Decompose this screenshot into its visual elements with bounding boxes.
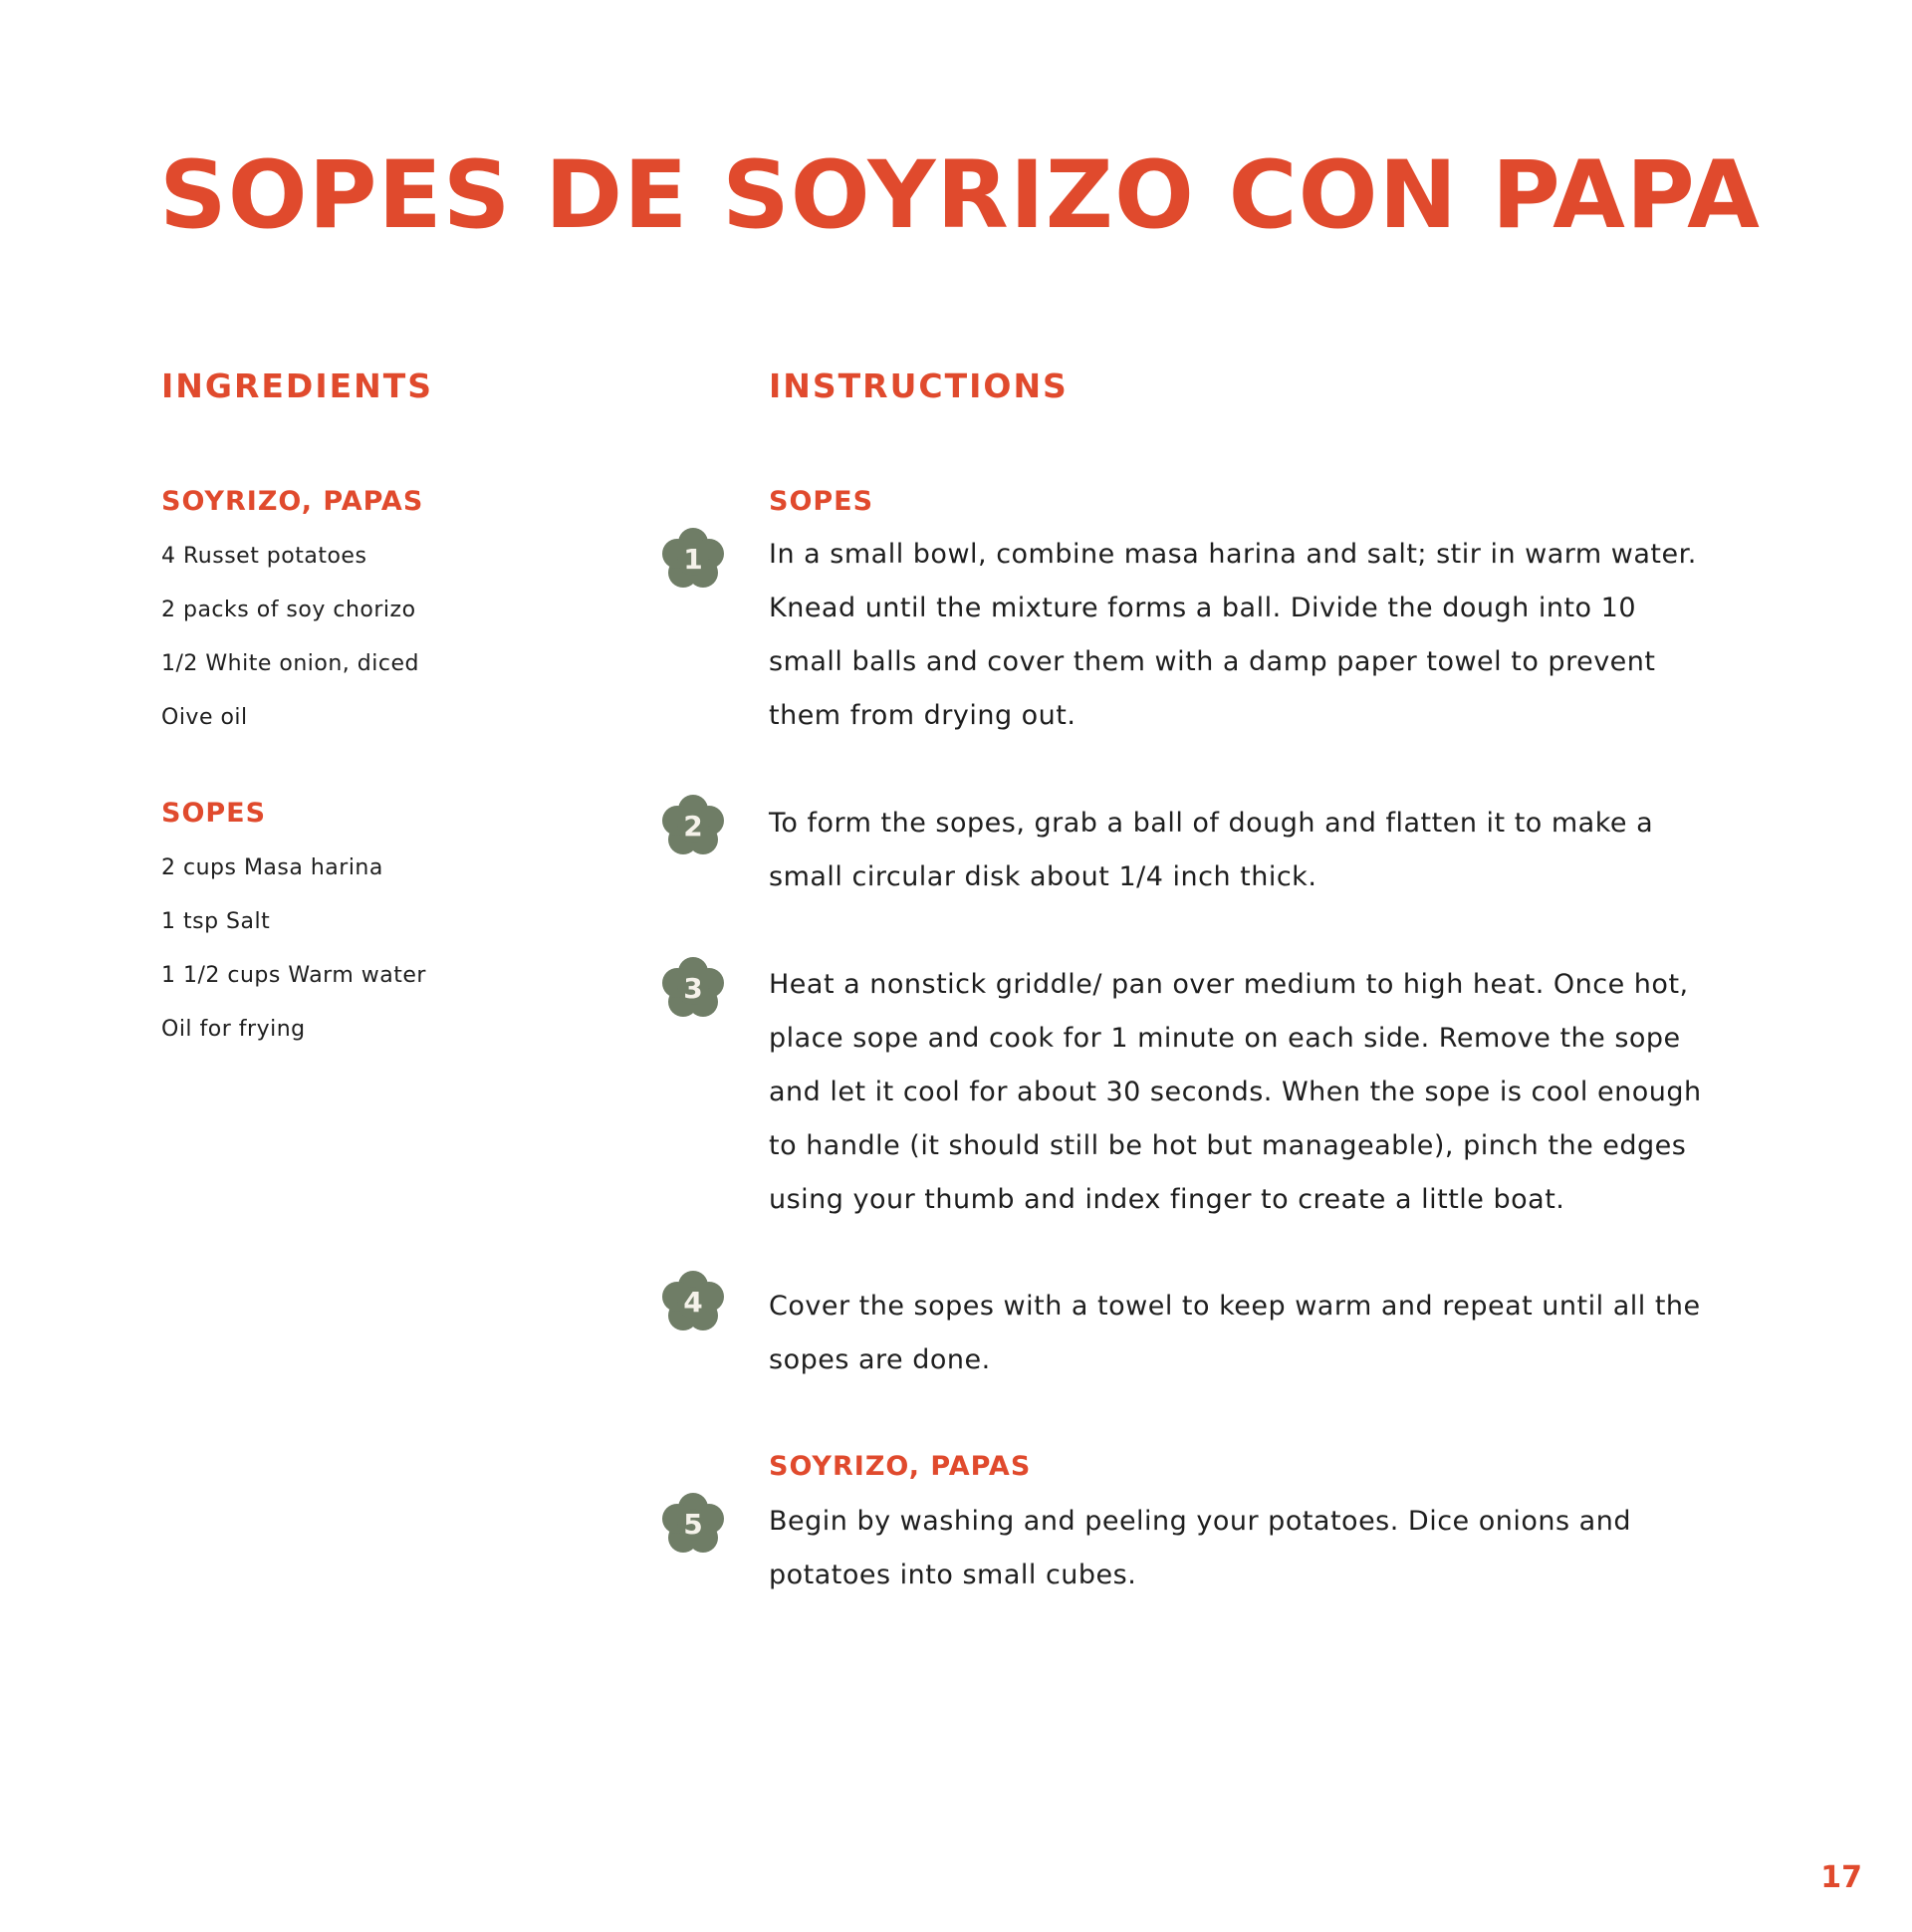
instructions-heading: INSTRUCTIONS: [769, 366, 1069, 405]
recipe-title: SOPES DE SOYRIZO CON PAPA: [159, 141, 1761, 250]
step-number: 4: [683, 1285, 703, 1319]
ingredient-item: Oil for frying: [161, 1017, 306, 1042]
step-number: 2: [683, 809, 703, 843]
ingredients-group-sopes-heading: SOPES: [161, 798, 267, 829]
step-text-4: Cover the sopes with a towel to keep warm and repeat until all the sopes are done.: [769, 1291, 1701, 1375]
ingredients-heading: INGREDIENTS: [161, 366, 434, 405]
ingredient-item: 1 tsp Salt: [161, 909, 271, 934]
instructions-section-soyrizo-heading: SOYRIZO, PAPAS: [769, 1451, 1032, 1482]
step-text-1: In a small bowl, combine masa harina and salt; stir in warm water. Knead until the mixture forms a ball. Divide the dough into 10 small balls and cover them with a damp paper towel to prevent them from drying out.: [769, 539, 1697, 731]
ingredient-item: 2 packs of soy chorizo: [161, 598, 416, 622]
instructions-section-sopes-heading: SOPES: [769, 486, 874, 517]
ingredient-item: 4 Russet potatoes: [161, 544, 367, 569]
ingredient-item: Oive oil: [161, 705, 248, 730]
step-text-3: Heat a nonstick griddle/ pan over medium to high heat. Once hot, place sope and cook for 1 minute on each side. Remove the sope and let it cool for about 30 seconds. When the sope is cool enough to handle (it should still be hot but manageable), pinch the edges using your thumb and index finger to create a little boat.: [769, 969, 1702, 1215]
ingredients-list-sopes: [161, 842, 426, 1057]
step-text-5: Begin by washing and peeling your potatoes. Dice onions and potatoes into small cubes.: [769, 1506, 1631, 1590]
ingredient-item: 1 1/2 cups Warm water: [161, 963, 426, 988]
ingredient-item: 2 cups Masa harina: [161, 855, 383, 880]
step-badge-5: [659, 1490, 727, 1558]
page-number: 17: [1820, 1860, 1862, 1895]
step-badge-3: [659, 954, 727, 1022]
step-text-2: To form the sopes, grab a ball of dough and flatten it to make a small circular disk about 1/4 inch thick.: [769, 808, 1654, 892]
step-badge-4: [659, 1268, 727, 1335]
step-badge-1: [659, 525, 727, 593]
step-number: 3: [683, 971, 703, 1005]
step-badge-2: [659, 792, 727, 859]
ingredients-list-soyrizo: [161, 530, 419, 745]
ingredient-item: 1/2 White onion, diced: [161, 651, 419, 676]
step-number: 5: [683, 1507, 703, 1541]
step-number: 1: [683, 542, 703, 576]
ingredients-group-soyrizo-heading: SOYRIZO, PAPAS: [161, 486, 424, 517]
